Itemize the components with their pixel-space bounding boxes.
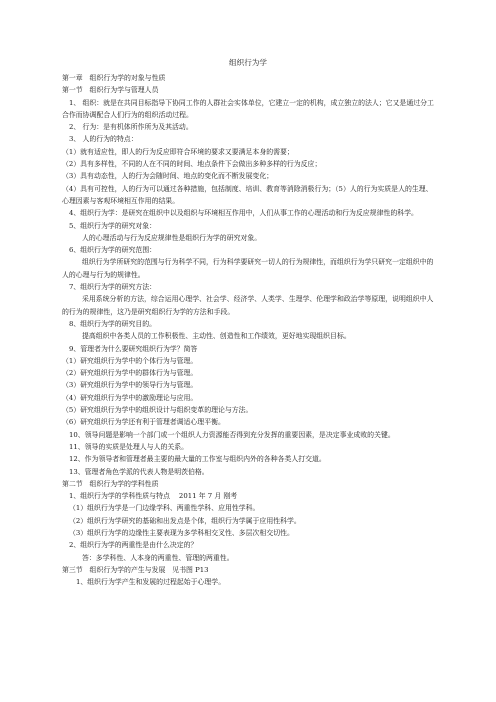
paragraph: 11、领导的实质是处理人与人的关系。 — [69, 442, 189, 451]
list-item: （4）研究组织行为学中的激励理论与应用。 — [62, 393, 198, 402]
paragraph: 2、组织行为学的两重性是由什么决定的？ — [69, 541, 198, 550]
paragraph: 人的心理活动与行为反应规律性是组织行为学的研究对象。 — [82, 233, 262, 242]
document-body — [62, 72, 438, 588]
chapter-heading: 第一章 组织行为学的对象与性质 — [62, 74, 166, 82]
paragraph: 7、组织行为学的研究方法： — [69, 283, 157, 292]
list-item: （6）研究组织行为学还有利于管理者调适心理平衡。 — [62, 418, 225, 427]
section-heading: 第三节 组织行为学的产生与发展 见书图 P13 — [62, 565, 209, 574]
paragraph: 5、组织行为学的研究对象： — [69, 221, 157, 230]
paragraph: 1、组织行为学产生和发展的过程起始于心理学。 — [76, 578, 226, 587]
list-item: （1）组织行为学是一门边缘学科、两重性学科、应用性学科。 — [69, 504, 260, 513]
document-title: 组织行为学 — [229, 58, 267, 67]
list-item: （3）具有动态性，人的行为会随时间、地点的变化而不断发展变化； — [62, 172, 274, 181]
list-item: （1）就有适应性，即人的行为反应即符合环境的要求又要满足本身的需要； — [62, 147, 294, 156]
paragraph: 答：多学科性、人本身的两重性、管理的两重性。 — [82, 553, 234, 562]
paragraph: 组织行为学所研究的范围与行为科学不同，行为科学要研究一切人的行为规律性，而组织行为学只研究一定组织中的人的心理与行为的规律性。 — [62, 258, 434, 279]
paragraph: 10、领导问题是影响一个部门或一个组织人力资源能否得到充分发挥的重要因素，是决定事业成败的关键。 — [69, 430, 395, 439]
list-item: （3）研究组织行为学中的领导行为与管理。 — [62, 381, 198, 390]
list-item: （2）具有多样性，不同的人在不同的时间、地点条件下会做出多种多样的行为反应； — [62, 160, 322, 169]
list-item: （5）研究组织行为学中的组织设计与组织变革的理论与方法。 — [62, 406, 253, 415]
list-item: （2）组织行为学研究的基础和出发点是个体，组织行为学属于应用性科学。 — [69, 516, 301, 525]
list-item: （4）具有可控性，人的行为可以通过各种措施，包括制度、培训、教育等消除消极行为；（5）人的行为实质是人的生理、心理因素与客观环境相互作用的结果。 — [62, 184, 433, 205]
paragraph: 4、组织行为学：是研究在组织中以及组织与环境相互作用中，人们从事工作的心理活动和行为反应规律性的科学。 — [69, 209, 418, 218]
section-heading: 第二节 组织行为学的学科性质 — [62, 479, 159, 488]
paragraph: 1、 组织：就是在共同目标指导下协同工作的人群社会实体单位，它建立一定的机构，成立独立的法人；它又是通过分工合作而协调配合人们行为的组织活动过程。 — [62, 98, 434, 119]
list-item: （2）研究组织行为学中的群体行为与管理。 — [62, 369, 198, 378]
paragraph: 6、组织行为学的研究范围： — [69, 246, 157, 255]
paragraph: 2、 行为：是有机体所作所为及其活动。 — [69, 123, 193, 132]
paragraph: 13、管理者角色学派的代表人物是明茨伯格。 — [69, 467, 209, 476]
paragraph: 提高组织中各类人员的工作积极性、主动性、创造性和工作绩效，更好地实现组织目标。 — [82, 332, 351, 341]
section-heading: 第一节 组织行为学与管理人员 — [62, 86, 159, 95]
paragraph: 3、 人的行为的特点： — [69, 135, 138, 144]
paragraph: 采用系统分析的方法，综合运用心理学、社会学、经济学、人类学、生理学、伦理学和政治学等原理，说明组织中人的行为的规律性，这乃是研究组织行为学的方法和手段。 — [62, 295, 434, 316]
paragraph: 1、组织行为学的学科性质与特点 2011 年 7 月 刚考 — [69, 492, 238, 501]
list-item: （1）研究组织行为学中的个体行为与管理。 — [62, 356, 198, 365]
paragraph: 9、管理者为什么要研究组织行为学？简答 — [69, 344, 198, 353]
paragraph: 12、作为领导者和管理者最主要的最大量的工作室与组织内外的各种各类人打交道。 — [69, 455, 326, 464]
list-item: （3）组织行为学的边缘性主要表现为多学科相交叉性、多层次相交切性。 — [69, 528, 294, 537]
paragraph: 8、组织行为学的研究目的。 — [69, 319, 157, 328]
